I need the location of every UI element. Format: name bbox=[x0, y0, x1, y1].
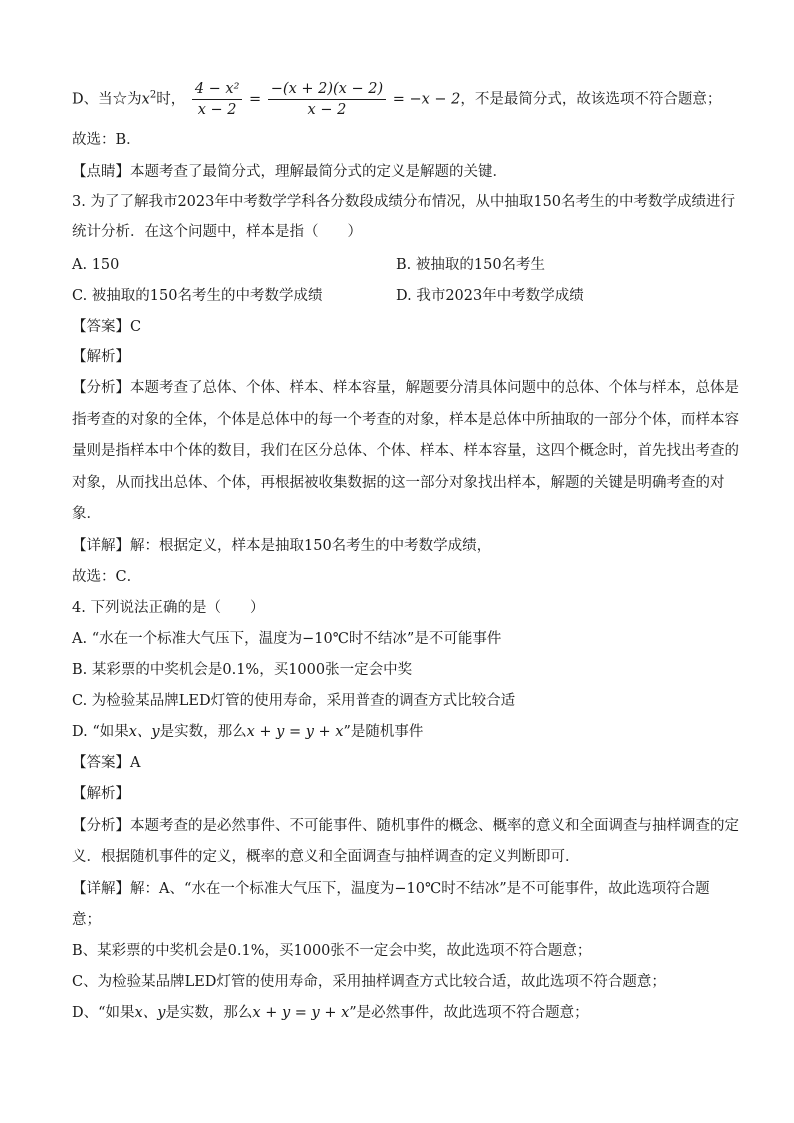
q3-fenxi-line-2: 指考查的对象的全体，个体是总体中的每一个考查的对象，样本是总体中所抽取的一部分个体，而样本容 bbox=[72, 412, 739, 428]
q4-xiangjie-d-part-3: ”是必然事件，故此选项不符合题意； bbox=[349, 1005, 589, 1021]
q4-xiangjie-line-2: 意； bbox=[72, 912, 101, 928]
q4-xiangjie-line-3: B、某彩票的中奖机会是0.1%，买1000张不一定会中奖，故此选项不符合题意； bbox=[72, 943, 592, 959]
q4-xiangjie-d-part-1: D、“如果 bbox=[72, 1005, 135, 1021]
q3-option-b: B. 被抽取的150名考生 bbox=[396, 257, 546, 273]
dianjing-line: 【点睛】本题考查了最简分式，理解最简分式的定义是解题的关键． bbox=[72, 164, 507, 180]
q3-option-a: A. 150 bbox=[72, 257, 120, 273]
q3-fenxi-line-4: 对象，从而找出总体、个体，再根据被收集数据的这一部分对象找出样本，解题的关键是明确考查的对 bbox=[72, 475, 725, 491]
q3-fenxi-line-3: 量则是指样本中个体的数目，我们在区分总体、个体、样本、样本容量，这四个概念时，首先找出考查的 bbox=[72, 443, 739, 459]
q4-xiangjie-d-variables: x、y bbox=[134, 1005, 166, 1021]
x-squared-exponent: 2 bbox=[149, 89, 157, 101]
fraction-2 bbox=[268, 80, 386, 119]
q3-stem-line-2: 统计分析．在这个问题中，样本是指（ ） bbox=[72, 224, 362, 240]
q4-xiangjie-d-equation: x + y = y + x bbox=[252, 1005, 350, 1021]
q4-option-d-equation: x + y = y + x bbox=[246, 724, 344, 740]
q4-xiangjie-line-5 bbox=[72, 1003, 589, 1023]
q4-option-b: B. 某彩票的中奖机会是0.1%，买1000张一定会中奖 bbox=[72, 662, 413, 678]
q3-xiangjie: 【详解】解：根据定义，样本是抽取150名考生的中考数学成绩， bbox=[72, 538, 492, 554]
q4-option-d-part-2: 是实数，那么 bbox=[159, 724, 247, 740]
q3-option-c: C. 被抽取的150名考生的中考数学成绩 bbox=[72, 288, 323, 304]
q3-stem-line-1: 3. 为了了解我市2023年中考数学学科各分数段成绩分布情况，从中抽取150名考生的中考数学成绩进行 bbox=[72, 194, 736, 210]
fraction-1 bbox=[192, 80, 243, 119]
q4-fenxi-line-2: 义．根据随机事件的定义，概率的意义和全面调查与抽样调查的定义判断即可． bbox=[72, 849, 580, 865]
q3-answer: 【答案】C bbox=[72, 319, 142, 335]
q4-option-d-variables: x、y bbox=[128, 724, 160, 740]
q4-answer: 【答案】A bbox=[72, 755, 141, 771]
fraction-1-numerator: 4 − x² bbox=[192, 80, 243, 100]
q3-fenxi-line-5: 象． bbox=[72, 506, 101, 522]
q4-xiangjie-line-1: 【详解】解：A、“水在一个标准大气压下，温度为−10℃时不结冰”是不可能事件，故此选项符合题 bbox=[72, 881, 710, 897]
result-expression: = −x − 2 bbox=[392, 91, 461, 108]
q4-xiangjie-line-4: C、为检验某品牌LED灯管的使用寿命，采用抽样调查方式比较合适，故此选项不符合题意； bbox=[72, 974, 666, 990]
fraction-2-denominator: x − 2 bbox=[307, 102, 347, 118]
option-d-prefix: D、当☆为 bbox=[72, 91, 142, 108]
q4-option-d-part-1: D. “如果 bbox=[72, 724, 129, 740]
q4-jiexi: 【解析】 bbox=[72, 786, 130, 802]
x-squared-base: x bbox=[141, 91, 150, 108]
q3-fenxi-line-1: 【分析】本题考查了总体、个体、样本、样本容量，解题要分清具体问题中的总体、个体与样本，总体是 bbox=[72, 380, 739, 396]
q3-option-d: D. 我市2023年中考数学成绩 bbox=[396, 288, 584, 304]
equals-sign: = bbox=[249, 91, 262, 108]
choose-b-line: 故选：B． bbox=[72, 132, 141, 148]
fraction-1-denominator: x − 2 bbox=[197, 102, 237, 118]
option-d-explanation bbox=[72, 80, 721, 119]
q4-option-c: C. 为检验某品牌LED灯管的使用寿命，采用普查的调查方式比较合适 bbox=[72, 693, 516, 709]
q4-option-d-part-3: ”是随机事件 bbox=[343, 724, 424, 740]
fraction-2-numerator: −(x + 2)(x − 2) bbox=[268, 80, 386, 100]
q4-fenxi-line-1: 【分析】本题考查的是必然事件、不可能事件、随机事件的概念、概率的意义和全面调查与抽样调查的定 bbox=[72, 818, 739, 834]
option-d-suffix: ，不是最简分式，故该选项不符合题意； bbox=[460, 91, 722, 108]
time-text: 时， bbox=[156, 91, 186, 108]
q4-xiangjie-d-part-2: 是实数，那么 bbox=[165, 1005, 253, 1021]
q4-option-d bbox=[72, 722, 423, 742]
q4-option-a: A. “水在一个标准大气压下，温度为−10℃时不结冰”是不可能事件 bbox=[72, 631, 502, 647]
q4-stem: 4. 下列说法正确的是（ ） bbox=[72, 600, 265, 616]
q3-jiexi: 【解析】 bbox=[72, 349, 130, 365]
q3-choose: 故选：C． bbox=[72, 569, 142, 585]
